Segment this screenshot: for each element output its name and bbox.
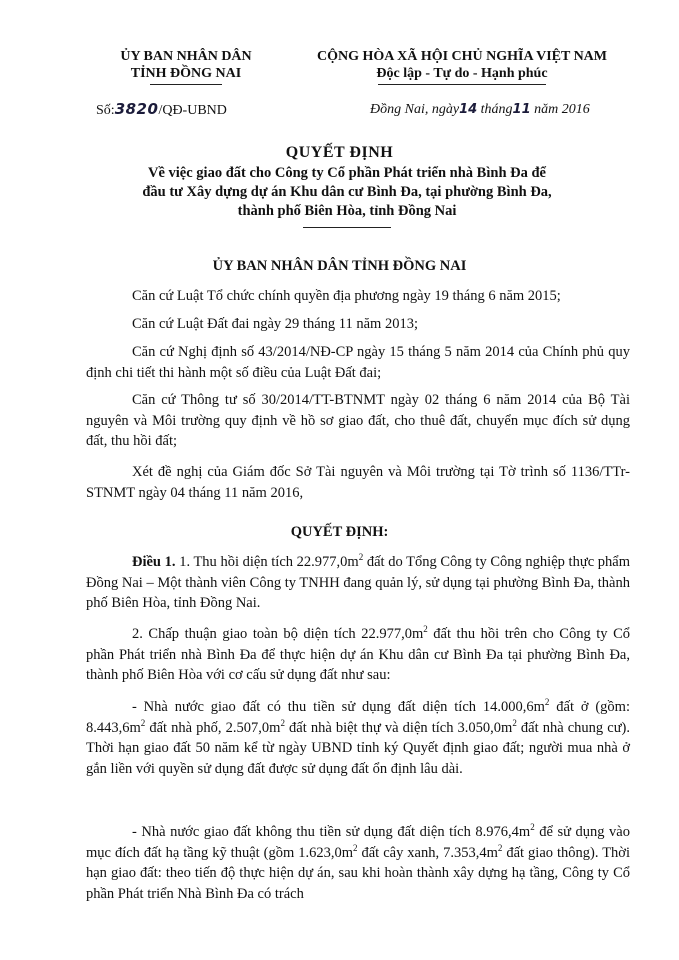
national-motto	[292, 48, 632, 85]
basis-paragraph	[86, 390, 630, 452]
year-label: năm 2016	[534, 102, 590, 117]
article-1-item-1	[86, 552, 630, 614]
basis-paragraph	[86, 286, 630, 307]
agency-line-1: ỦY BAN NHÂN DÂN	[120, 49, 252, 64]
article-label: Điều 1.	[132, 554, 176, 570]
article-text: - Nhà nước giao đất không thu tiền sử dụng đất diện tích 8.976,4m	[132, 824, 531, 840]
basis-paragraph	[86, 462, 630, 503]
decision-heading: QUYẾT ĐỊNH:	[290, 524, 389, 540]
superscript: 2	[423, 624, 428, 635]
superscript: 2	[512, 717, 517, 728]
subject-line-2: đầu tư Xây dựng dự án Khu dân cư Bình Đa, tại phường Bình Đa,	[142, 184, 552, 200]
nation-line-2: Độc lập - Tự do - Hạnh phúc	[376, 66, 548, 81]
superscript: 2	[497, 842, 503, 853]
article-1-bullet-2	[86, 822, 630, 904]
place-date	[370, 102, 590, 118]
subject-line-3: thành phố Biên Hòa, tỉnh Đồng Nai	[237, 203, 457, 219]
day-handwritten: 14	[459, 102, 478, 117]
authority-heading: ỦY BAN NHÂN DÂN TỈNH ĐỒNG NAI	[212, 258, 467, 274]
article-text: đất giao thông). Thời hạn giao đất: theo tiến độ thực hiện dự án, sau khi hoàn thành xây dựng hạ tầng, Công ty Cổ phần Phát triển Nhà Bình Đa có trách	[86, 844, 630, 902]
superscript: 2	[140, 717, 146, 728]
basis-text: Căn cứ Luật Tổ chức chính quyền địa phương ngày 19 tháng 6 năm 2015;	[132, 288, 561, 304]
basis-text: Căn cứ Luật Đất đai ngày 29 tháng 11 năm 2013;	[132, 316, 418, 332]
superscript: 2	[280, 717, 285, 728]
article-text: để sử dụng vào mục đích đất hạ tầng kỹ thuật (gồm 1.623,0m	[86, 824, 630, 861]
subject-underline	[303, 227, 391, 228]
article-text: đất ở (gồm: 8.443,6m	[86, 699, 630, 736]
document-title: QUYẾT ĐỊNH	[285, 144, 394, 161]
basis-text: Căn cứ Thông tư số 30/2014/TT-BTNMT ngày 02 tháng 6 năm 2014 của Bộ Tài nguyên và Môi trường quy định về hồ sơ giao đất, cho thuê đất, chuyển mục đích sử dụng đất, thu hồi đất;	[86, 392, 630, 449]
article-text: đất cây xanh, 7.353,4m	[357, 844, 498, 861]
basis-text: Xét đề nghị của Giám đốc Sở Tài nguyên và Môi trường tại Tờ trình số 1136/TTr-STNMT ngày 04 tháng 11 năm 2016,	[86, 464, 630, 501]
issuing-agency	[86, 48, 286, 85]
month-label: tháng	[480, 102, 513, 117]
superscript: 2	[358, 552, 364, 563]
superscript: 2	[353, 842, 358, 853]
article-text: đất do Tổng Công ty Công nghiệp thực phẩm Đồng Nai – Một thành viên Công ty TNHH đang quản lý, sử dụng tại phường Bình Đa, thành phố Biên Hòa, tỉnh Đồng Nai.	[86, 554, 630, 611]
basis-paragraph	[86, 342, 630, 383]
article-1-bullet-1	[86, 697, 630, 779]
doc-number-suffix: /QĐ-UBND	[158, 103, 227, 118]
article-1-item-2	[86, 624, 630, 686]
article-text: 2. Chấp thuận giao toàn bộ diện tích 22.977,0m	[132, 626, 424, 642]
document-number	[96, 100, 227, 119]
month-handwritten: 11	[512, 102, 531, 117]
place-label: Đồng Nai, ngày	[370, 102, 460, 117]
subject-line-1: Về việc giao đất cho Công ty Cổ phần Phát triển nhà Bình Đa để	[148, 165, 546, 181]
agency-underline	[150, 84, 222, 85]
article-text: - Nhà nước giao đất có thu tiền sử dụng đất diện tích 14.000,6m	[132, 699, 545, 715]
superscript: 2	[544, 697, 550, 708]
article-text: đất nhà phố, 2.507,0m	[145, 719, 281, 736]
doc-number-handwritten: 3820	[114, 100, 159, 118]
article-text: đất nhà chung cư). Thời hạn giao đất 50 năm kể từ ngày UBND tỉnh ký Quyết định giao đất; người mua nhà ở gắn liền với quyền sử dụng đất được sử dụng đất ổn định lâu dài.	[86, 719, 631, 777]
nation-line-1: CỘNG HÒA XÃ HỘI CHỦ NGHĨA VIỆT NAM	[316, 49, 607, 64]
article-text: đất thu hồi trên cho Công ty Cổ phần Phát triển nhà Bình Đa để thực hiện dự án Khu dân cư Bình Đa tại phường Bình Đa, thành phố Biên Hòa với cơ cấu sử dụng đất như sau:	[86, 626, 630, 683]
motto-underline	[378, 84, 546, 85]
basis-text: Căn cứ Nghị định số 43/2014/NĐ-CP ngày 15 tháng 5 năm 2014 của Chính phủ quy định chi tiết thi hành một số điều của Luật Đất đai;	[86, 344, 630, 381]
superscript: 2	[530, 822, 535, 833]
article-text: đất nhà biệt thự và diện tích 3.050,0m	[284, 719, 513, 736]
basis-paragraph	[86, 314, 630, 335]
agency-line-2: TỈNH ĐỒNG NAI	[130, 66, 242, 81]
article-text: 1. Thu hồi diện tích 22.977,0m	[179, 554, 359, 570]
doc-number-prefix: Số:	[96, 103, 115, 118]
document-subject	[112, 164, 582, 228]
